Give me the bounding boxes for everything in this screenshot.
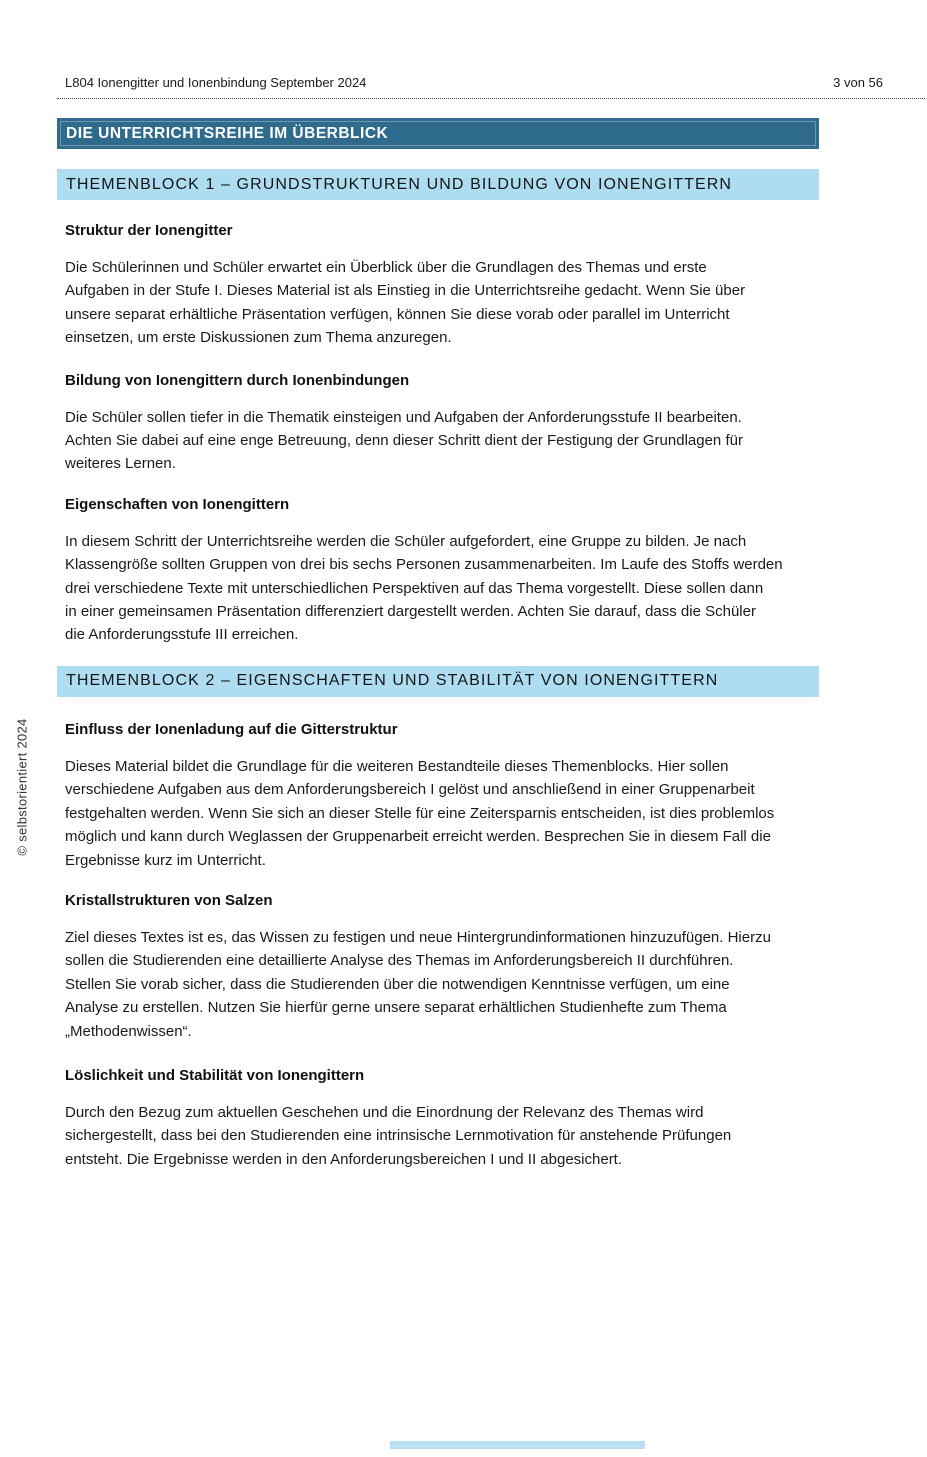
paragraph-line: Dieses Material bildet die Grundlage für die weiteren Bestandteile dieses Themenblocks. Hier sollen: [65, 757, 729, 775]
document-title: L804 Ionengitter und Ionenbindung September 2024: [65, 75, 367, 90]
overview-banner: [57, 118, 819, 149]
heading-struktur-der-ionengitter: Struktur der Ionengitter: [65, 222, 233, 239]
paragraph: [65, 406, 813, 476]
paragraph-line: sollen die Studierenden eine detaillierte Analyse des Themas im Anforderungsbereich II durchführen.: [65, 952, 734, 970]
paragraph-line: in einer gemeinsamen Präsentation differenziert dargestellt werden. Achten Sie darauf, dass die Schüler: [65, 603, 756, 621]
themenblock-2-title: THEMENBLOCK 2 – EIGENSCHAFTEN UND STABILITÄT VON IONENGITTERN: [66, 672, 719, 690]
paragraph: [65, 1101, 813, 1171]
paragraph-line: drei verschiedene Texte mit unterschiedlichen Perspektiven auf das Thema vorgestellt. Diese sollen dann: [65, 579, 764, 597]
copyright-side-note: © selbstorientiert 2024: [14, 718, 30, 856]
themenblock-1-banner: [57, 169, 819, 200]
themenblock-1-title: THEMENBLOCK 1 – GRUNDSTRUKTUREN UND BILDUNG VON IONENGITTERN: [66, 175, 733, 193]
paragraph-line: einsetzen, um erste Diskussionen zum Thema anzuregen.: [65, 329, 452, 347]
heading-einfluss-der-ionenladung: Einfluss der Ionenladung auf die Gitterstruktur: [65, 720, 398, 738]
paragraph-line: Klassengröße sollten Gruppen von drei bis sechs Personen zusammenarbeiten. Im Laufe des Stoffs werden: [65, 556, 783, 574]
paragraph-line: entsteht. Die Ergebnisse werden in den Anforderungsbereichen I und II abgesichert.: [65, 1150, 623, 1168]
page-number: 3 von 56: [833, 75, 883, 90]
themenblock-2-banner: [57, 666, 819, 697]
overview-banner-title: DIE UNTERRICHTSREIHE IM ÜBERBLICK: [66, 124, 389, 142]
heading-loeslichkeit-und-stabilitaet: Löslichkeit und Stabilität von Ionengittern: [65, 1066, 365, 1084]
heading-bildung-von-ionengittern: Bildung von Ionengittern durch Ionenbindungen: [65, 371, 410, 389]
paragraph-line: weiteres Lernen.: [65, 455, 176, 473]
paragraph-line: Stellen Sie vorab sicher, dass die Studierenden über die notwendigen Kenntnisse verfügen, um eine: [65, 975, 730, 993]
paragraph-line: Achten Sie dabei auf eine enge Betreuung, denn dieser Schritt dient der Festigung der Grundlagen für: [65, 432, 743, 450]
document-page: [0, 74, 927, 1171]
paragraph: [65, 926, 813, 1043]
paragraph-line: Aufgaben in der Stufe I. Dieses Material ist als Einstieg in die Unterrichtsreihe gedacht. Wenn Sie über: [65, 282, 746, 300]
paragraph-line: Ergebnisse kurz im Unterricht.: [65, 851, 266, 869]
page-header: [57, 74, 925, 99]
paragraph-line: In diesem Schritt der Unterrichtsreihe werden die Schüler aufgefordert, eine Gruppe zu bilden. Je nach: [65, 532, 747, 550]
heading-kristallstrukturen-von-salzen: Kristallstrukturen von Salzen: [65, 891, 273, 909]
paragraph-line: Analyse zu erstellen. Nutzen Sie hierfür gerne unsere separat erhältlichen Studienhefte zum Thema: [65, 999, 727, 1017]
paragraph-line: möglich und kann durch Weglassen der Gruppenarbeit erreicht werden. Besprechen Sie in diesem Fall die: [65, 828, 771, 846]
paragraph-line: festgehalten werden. Wenn Sie sich an dieser Stelle für eine Zeitersparnis entscheiden, ist dies problemlos: [65, 804, 775, 822]
paragraph-line: unsere separat erhältliche Präsentation verfügen, können Sie diese vorab oder parallel im Unterricht: [65, 305, 730, 323]
paragraph: [65, 256, 813, 350]
paragraph: [65, 530, 813, 647]
paragraph-line: die Anforderungsstufe III erreichen.: [65, 626, 299, 644]
paragraph-line: Ziel dieses Textes ist es, das Wissen zu festigen und neue Hintergrundinformationen hinzuzufügen. Hierzu: [65, 928, 771, 946]
heading-eigenschaften-von-ionengittern: Eigenschaften von Ionengittern: [65, 495, 290, 513]
paragraph-line: Durch den Bezug zum aktuellen Geschehen und die Einordnung der Relevanz des Themas wird: [65, 1103, 704, 1121]
next-banner-sliver: [390, 1441, 645, 1449]
paragraph-line: Die Schüler sollen tiefer in die Thematik einsteigen und Aufgaben der Anforderungsstufe II bearbeiten.: [65, 408, 742, 426]
paragraph-line: verschiedene Aufgaben aus dem Anforderungsbereich I gelöst und anschließend in einer Gruppenarbeit: [65, 781, 755, 799]
paragraph-line: „Methodenwissen“.: [65, 1022, 192, 1040]
paragraph-line: Die Schülerinnen und Schüler erwartet ein Überblick über die Grundlagen des Themas und erste: [65, 259, 707, 276]
paragraph-line: sichergestellt, dass bei den Studierenden eine intrinsische Lernmotivation für anstehende Prüfungen: [65, 1127, 732, 1145]
paragraph: [65, 755, 813, 872]
